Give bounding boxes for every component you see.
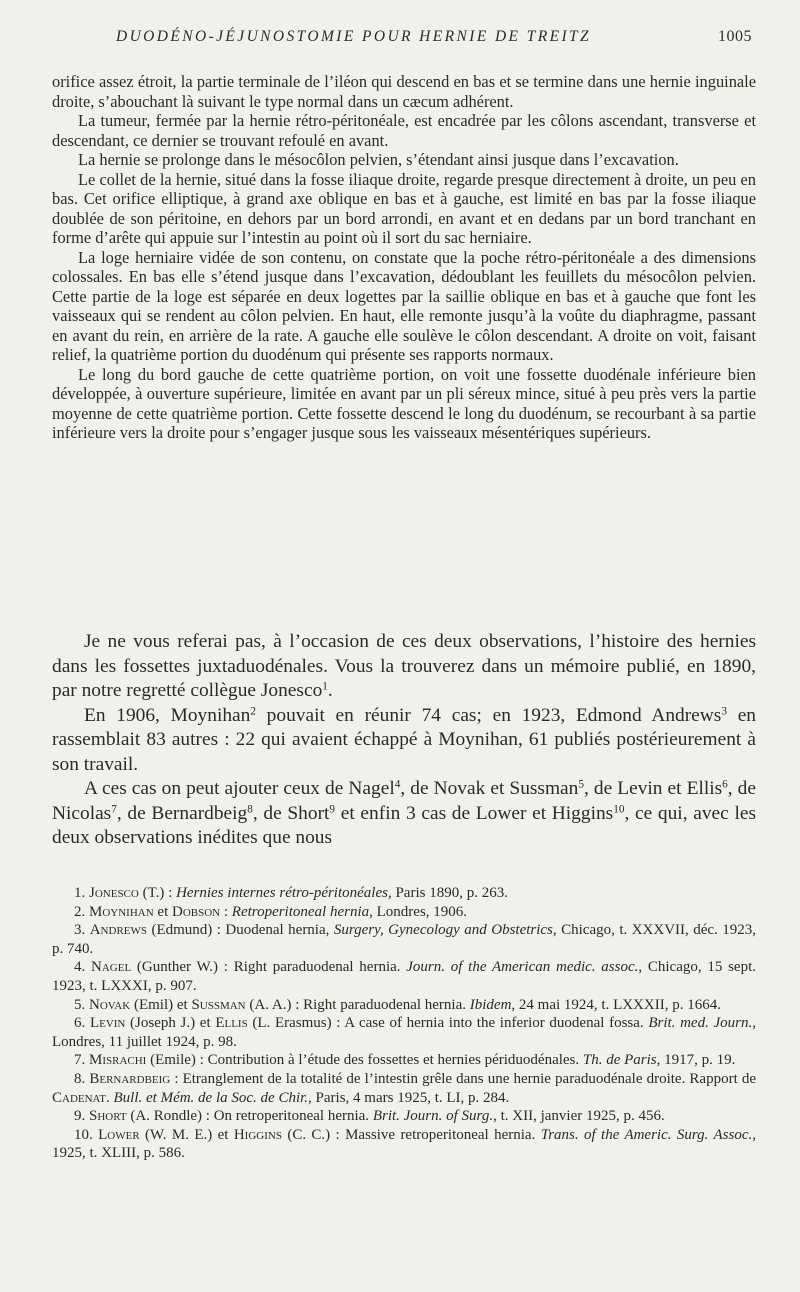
paragraph: Le long du bord gauche de cette quatrième portion, on voit une fossette duodénale inférieure bien développée, à ouverture supérieure, limitée en avant par un pli séreux mince, situé à peu près vers la partie moyenne de cette quatrième portion. Cette fossette descend le long du duodénum, se recourbant à sa partie inférieure vers la droite pour s’engager jusque sous les vaisseaux mésentériques supérieurs. bbox=[52, 364, 756, 442]
paragraph: La loge herniaire vidée de son contenu, on constate que la poche rétro-péritonéale a des dimensions colossales. En bas elle s’étend jusque dans l’excavation, dédoublant les feuillets du mésocôlon pelvien. Cette partie de la loge est séparée en deux logettes par la saillie oblique en bas et à gauche que font les vaisseaux qui se rendent au côlon pelvien. En haut, elle remonte jusqu’à la voûte du diaphragme, passant en avant du rein, en arrière de la rate. A gauche elle soulève le côlon descendant. A droite on voit, faisant relief, la quatrième portion du duodénum qui présente ses rapports normaux. bbox=[52, 247, 756, 364]
page-number: 1005 bbox=[718, 28, 752, 45]
footnote: 10. Lower (W. M. E.) et Higgins (C. C.) : Massive retroperitoneal hernia. Trans. of the Americ. Surg. Assoc., 1925, t. XLIII, p. 586. bbox=[52, 1126, 756, 1162]
paragraph: Le collet de la hernie, situé dans la fosse iliaque droite, regarde presque directement à droite, un peu en bas. Cet orifice elliptique, à grand axe oblique en bas et à gauche, est limité en bas par la fosse iliaque doublée de son péritoine, en dehors par un bord arrondi, en avant et en dedans par un bord tranchant en forme d’arête qui appuie sur l’intestin au point où il sort du sac herniaire. bbox=[52, 169, 756, 247]
footnote-ref: 3 bbox=[721, 704, 727, 717]
footnote-ref: 5 bbox=[578, 778, 584, 791]
footnote-ref: 8 bbox=[247, 802, 253, 815]
footnote-ref: 10 bbox=[613, 802, 625, 815]
observation-text bbox=[52, 72, 756, 443]
footnote: 6. Levin (Joseph J.) et Ellis (L. Erasmus) : A case of hernia into the inferior duodenal fossa. Brit. med. Journ., Londres, 11 juillet 1924, p. 98. bbox=[52, 1015, 757, 1050]
footnote: 3. Andrews (Edmund) : Duodenal hernia, Surgery, Gynecology and Obstetrics, Chicago, t. XXXVII, déc. 1923, p. 740. bbox=[52, 922, 757, 957]
footnote-ref: 9 bbox=[329, 802, 336, 815]
footnote-ref: 2 bbox=[250, 704, 256, 717]
paragraph: Je ne vous referai pas, à l’occasion de ces deux observations, l’histoire des hernies dans les fossettes juxtaduodénales. Vous la trouverez dans un mémoire publié, en 1890, par notre regretté collègue Jonesco$^1$. bbox=[52, 631, 756, 701]
footnote: 1. Jonesco (T.) : Hernies internes rétro-péritonéales, Paris 1890, p. 263. bbox=[74, 885, 508, 901]
paragraph: La tumeur, fermée par la hernie rétro-péritonéale, est encadrée par les côlons ascendant, transverse et descendant, ce dernier se trouvant refoulé en avant. bbox=[52, 111, 756, 150]
running-header bbox=[52, 28, 752, 50]
footnote-ref: 4 bbox=[394, 778, 401, 791]
footnotes bbox=[52, 884, 756, 1163]
paragraph: La hernie se prolonge dans le mésocôlon pelvien, s’étendant ainsi jusque dans l’excavation. bbox=[78, 150, 679, 169]
paragraph: En 1906, Moynihan$^2$ pouvait en réunir 74 cas; en 1923, Edmond Andrews$^3$ en rassemblait 83 autres : 22 qui avaient échappé à Moynihan, 61 publiés postérieurement à son travail. bbox=[52, 704, 756, 775]
footnote: 7. Misrachi (Emile) : Contribution à l’étude des fossettes et hernies périduodénales. Th. de Paris, 1917, p. 19. bbox=[74, 1052, 736, 1069]
footnote-ref: 6 bbox=[722, 778, 728, 791]
paragraph: A ces cas on peut ajouter ceux de Nagel$^4$, de Novak et Sussman$^5$, de Levin et Ellis$^6$, de Nicolas$^7$, de Bernardbeig$^8$, de Short$^9$ et enfin 3 cas de Lower et Higgins$^{10}$, ce qui, avec les deux observations inédites que nous bbox=[52, 778, 756, 848]
footnote: 4. Nagel (Gunther W.) : Right paraduodenal hernia. Journ. of the American medic. assoc., Chicago, 15 sept. 1923, t. LXXXI, p. 907. bbox=[52, 959, 757, 994]
footnote-ref: 7 bbox=[111, 802, 117, 815]
footnote: 8. Bernardbeig : Etranglement de la totalité de l’intestin grêle dans une hernie paraduodénale droite. Rapport de Cadenat. Bull. et Mém. de la Soc. de Chir., Paris, 4 mars 1925, t. LI, p. 284. bbox=[52, 1070, 756, 1106]
paragraph: orifice assez étroit, la partie terminale de l’iléon qui descend en bas et se termine dans une hernie inguinale droite, s’abouchant là suivant le type normal dans un cæcum adhérent. bbox=[52, 72, 756, 111]
discussion-text bbox=[52, 630, 756, 851]
footnote: 9. Short (A. Rondle) : On retroperitoneal hernia. Brit. Journ. of Surg., t. XII, janvier 1925, p. 456. bbox=[74, 1108, 665, 1125]
footnote-ref: 1 bbox=[322, 680, 328, 693]
footnote: 5. Novak (Emil) et Sussman (A. A.) : Right paraduodenal hernia. Ibidem, 24 mai 1924, t. LXXXII, p. 1664. bbox=[74, 996, 721, 1013]
footnote: 2. Moynihan et Dobson : Retroperitoneal hernia, Londres, 1906. bbox=[74, 903, 468, 920]
running-title: DUODÉNO-JÉJUNOSTOMIE POUR HERNIE DE TREITZ bbox=[116, 28, 592, 45]
